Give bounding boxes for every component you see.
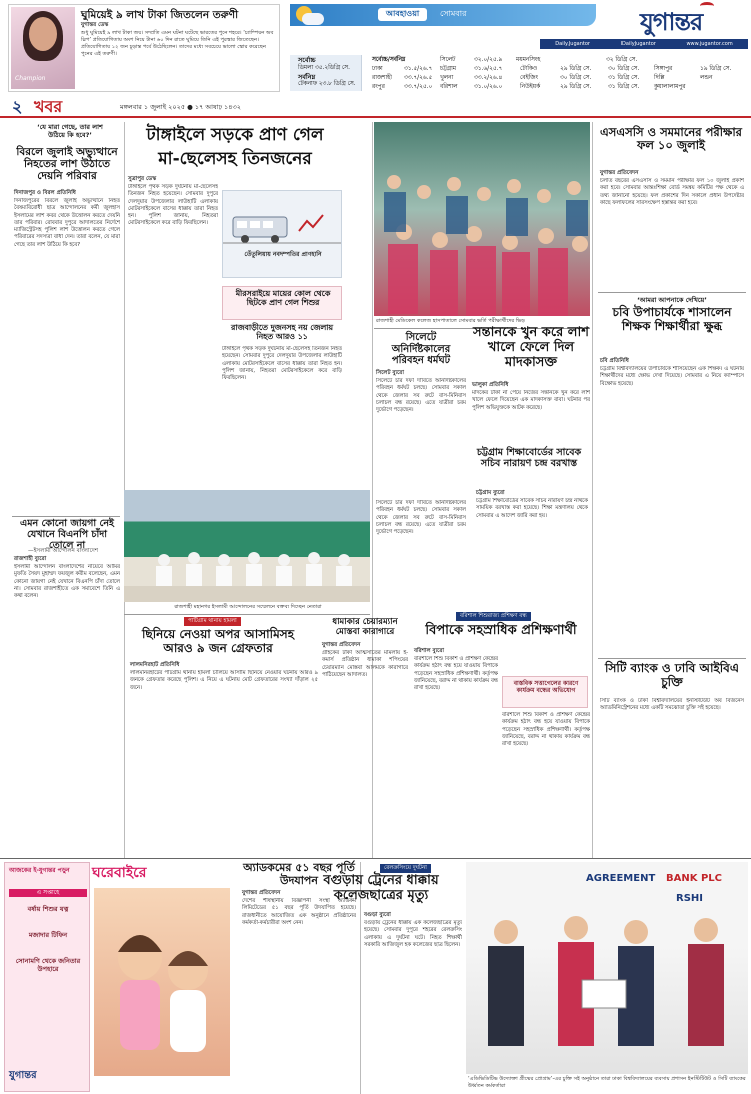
page-date: মঙ্গলবার ১ জুলাই ২০২৫ ● ১৭ আষাঢ় ১৪৩২ xyxy=(120,103,241,111)
column-rule xyxy=(592,122,593,858)
pull-quote-box xyxy=(502,676,588,708)
banner-text: BANK PLC xyxy=(666,873,723,884)
city-temp: ৩২.০/২৫.৯ xyxy=(474,57,503,63)
adcom-body: দেশের শীর্ষস্থানীয় বিজ্ঞাপনী সংস্থা অ্যাডকম লিমিটেডের ৫১ বছর পূর্তি উদযাপিত হয়েছে। রাজধানীতে আয়োজিত এক অনুষ্ঠানে প্রতিষ্ঠানের কর্মকর্তা-কর্মচারীরা অংশ নেন। xyxy=(242,898,356,926)
patgram-headline[interactable]: ছিনিয়ে নেওয়া অপর আসামিসহ আরও ৯ জন গ্রেফতার xyxy=(141,627,294,655)
ghorebaire-inside: এ সপ্তাহে xyxy=(9,889,87,897)
barishal-headline[interactable]: বিপাকে সহস্রাধিক প্রশিক্ষণার্থী xyxy=(425,623,577,638)
facebook-handle[interactable]: Daily.Jugantor xyxy=(555,40,590,47)
ssc-byline: যুগান্তর প্রতিবেদন xyxy=(600,170,639,176)
left-body-2: ইসলামী আন্দোলন বাংলাদেশের নায়েবে আমির মুফতি সৈয়দ মুহাম্মদ ফয়জুল করীম বলেছেন, এমন কোনো জায়গা নেই যেখানে বিএনপি চাঁদা তোলে না। সোমবার রাজশাহীতে এক সমাবেশে তিনি এ কথা বলেন। xyxy=(14,564,120,600)
divider xyxy=(12,516,120,517)
conference-photo-caption: রাজশাহী মহানগর ইসলামী আন্দোলনের সম্মেলনে বক্তব্য দিচ্ছেন নেতারা xyxy=(174,604,322,610)
left-byline: দিনাজপুর ও বিরল প্রতিনিধি xyxy=(14,190,76,196)
promo-byline: যুগান্তর ডেস্ক xyxy=(81,22,109,28)
left-body: দিনাজপুরের বিরলে জুলাই অভ্যুত্থানে নিহত বৈষম্যবিরোধী ছাত্র আন্দোলনের কর্মী জুলহাস ইসলামের লাশ কবর থেকে উত্তোলন করতে দেয়নি তার পরিবার। রোববার দুপুরে আদালতের নির্দেশে ম্যাজিস্ট্রেটসহ পুলিশ লাশ উত্তোলন করতে গেলে পরিবারের সদস্যরা বাধা দেন। তারা বলেন, যে মারা গেছে তার লাশ উঠিয়ে কি হবে? xyxy=(14,198,120,248)
twitter-handle[interactable]: IDailyJugantor xyxy=(620,40,656,47)
murder-headline[interactable]: সন্তানকে খুন করে লাশ খালে ফেলে দিল মাদকাসক্ত xyxy=(473,325,589,370)
ctg-body: চট্টগ্রাম শিক্ষাবোর্ডের সাবেক সচিব নারায়ণ চন্দ্র নাথকে সাময়িক বরখাস্ত করা হয়েছে। শিক্ষা মন্ত্রণালয় থেকে সোমবার এ আদেশ জারি করা হয়। xyxy=(476,498,588,519)
left-byline-2: রাজশাহী ব্যুরো xyxy=(14,556,47,562)
intl-city: নিউইয়র্ক xyxy=(520,84,541,90)
graphic-caption-2: তেঁতুলিয়ায় নবদম্পতির প্রাণহানি xyxy=(244,251,322,258)
barishal-byline: বরিশাল ব্যুরো xyxy=(414,648,445,654)
promo-headline: ঘুমিয়েই ৯ লাখ টাকা জিতলেন তরুণী xyxy=(81,9,239,21)
lead-headline-line1[interactable]: টাঙ্গাইলে সড়কে প্রাণ গেল xyxy=(146,125,324,145)
city-name: সিলেট xyxy=(440,57,456,63)
accident-graphic xyxy=(222,190,342,278)
patgram-kicker: পাটিগ্রাম থানায় হামলা xyxy=(184,617,241,626)
vc-headline[interactable]: চবি উপাচার্যকে শাসালেন শিক্ষক শিক্ষার্থীরা ক্ষুব্ধ xyxy=(612,305,732,333)
weather-col-header: সর্বোচ্চ/সর্বনিম্ন xyxy=(372,57,406,63)
lead-headline-line2[interactable]: মা-ছেলেসহ তিনজনের xyxy=(158,149,312,169)
barishal-kicker: বরিশাল শিশুরাজ্য প্রশিক্ষণ বন্ধ xyxy=(456,612,531,621)
conference-photo xyxy=(124,490,370,602)
train-headline[interactable]: বগুড়ায় ট্রেনের ধাক্কায় কলেজছাত্রের মৃত্যু xyxy=(323,873,439,903)
ghorebaire-title[interactable]: ঘরেবাইরে xyxy=(92,865,147,881)
ctg-byline: চট্টগ্রাম ব্যুরো xyxy=(476,490,505,496)
city-temp: ৩১.৫/২৬.৭ xyxy=(404,66,433,72)
patgram-body: লালমনিরহাটের পাটগ্রাম থানায় হামলা চালিয়ে আসামি ছিনিয়ে নেওয়ার ঘটনায় আরও ৯ জনকে গ্রেফতার করেছে পুলিশ। এ নিয়ে এ ঘটনায় মোট গ্রেফতারের সংখ্যা দাঁড়াল ২৫ জনে। xyxy=(130,670,318,691)
banner-text: AGREEMENT xyxy=(586,873,656,884)
sylhet-headline[interactable]: সিলেটে অনির্দিষ্টকালের পরিবহন ধর্মঘট xyxy=(391,332,451,366)
train-byline: বগুড়া ব্যুরো xyxy=(364,912,391,918)
graphic-caption-3[interactable]: রাজবাড়ীতে দুজনসহ নয় জেলায় নিহত আরও ১১ xyxy=(230,323,334,341)
website-link[interactable]: www.jugantor.com xyxy=(686,40,733,47)
city-temp: ৩৩.৭/২৬.৫ xyxy=(404,75,433,81)
ghorebaire-item: বর্ষায় শিশুর যত্ন xyxy=(27,905,69,913)
ghorebaire-tag: আজকের ই-যুগান্তর পড়ুন xyxy=(9,867,70,874)
barishal-body: বরিশালে শিশু বিকাশ ও প্রশিক্ষণ কেন্দ্রের কার্যক্রম হঠাৎ বন্ধ হয়ে যাওয়ায় বিপাকে পড়েছেন সহস্রাধিক প্রশিক্ষণার্থী। কর্তৃপক্ষ জানিয়েছে, বরাদ্দ না থাকায় কার্যক্রম বন্ধ রাখা হয়েছে। xyxy=(414,656,498,692)
city-name: রংপুর xyxy=(372,84,385,90)
sun-cloud-icon xyxy=(296,6,322,26)
lead-byline: সুত্রাপুর ডেস্ক xyxy=(128,176,157,182)
lead-body-col1: টাঙ্গাইলে পৃথক সড়ক দুর্ঘটনায় মা-ছেলেসহ তিনজন নিহত হয়েছেন। সোমবার দুপুরে দেলদুয়ার উপজেলার লাউহাটি এলাকায় মোটরসাইকেলে বাসের ধাক্কায় তারা নিহত হন। পুলিশ জানায়, নিহতরা মোটরসাইকেলে করে বাড়ি ফিরছিলেন। xyxy=(128,184,218,227)
city-bank-body: সিটি ব্যাংক ও ঢাকা বিশ্ববিদ্যালয়ের ইনস্টিটিউট অব বিজনেস অ্যাডমিনিস্ট্রেশনের মধ্যে একটি সমঝোতা চুক্তি সই হয়েছে। xyxy=(600,698,744,712)
intl-city: সিঙ্গাপুর xyxy=(654,66,673,72)
crowd-silhouettes xyxy=(374,122,590,316)
ctg-headline[interactable]: চট্টগ্রাম শিক্ষাবোর্ডের সাবেক সচিব নারায়ণ চন্দ্র বরখাস্ত xyxy=(476,447,582,469)
train-kicker: রেলক্রসিংয়ে দুর্ঘটনা xyxy=(380,864,431,873)
weather-day: সোমবার xyxy=(440,9,467,18)
sylhet-body: সিলেটে চার দফা দাবিতে অনির্দিষ্টকালের পরিবহন ধর্মঘট চলছে। সোমবার সকাল থেকে জেলার সব রুটে বাস-মিনিবাস চলাচল বন্ধ রয়েছে। এতে যাত্রীরা চরম দুর্ভোগে পড়েছেন। xyxy=(376,378,466,414)
intl-city: দিল্লি xyxy=(654,75,665,81)
intl-city: বেইজিং xyxy=(520,75,538,81)
divider xyxy=(124,614,370,615)
dhamaka-body: গ্রাহকের টাকা আত্মসাতের মামলায় ই-কমার্স প্রতিষ্ঠান ধামাকা শপিংয়ের চেয়ারম্যান মোস্তবা আলমকে কারাগারে পাঠিয়েছেন আদালত। xyxy=(322,650,408,678)
max-value: ডিমলা ৩৫.২ডিগ্রি সে. xyxy=(298,64,350,71)
city-temp: ৩১.০/২৬.০ xyxy=(474,84,503,90)
page-section-name: খবর xyxy=(34,97,63,116)
exam-crowd-photo xyxy=(374,122,590,316)
min-label: সর্বনিম্ন xyxy=(298,72,316,81)
vc-byline: চবি প্রতিনিধি xyxy=(600,358,629,364)
intl-temp: ৩০ ডিগ্রি সে. xyxy=(560,75,592,81)
min-value: টেকনাফ ২৩.৮ ডিগ্রি সে. xyxy=(298,81,356,88)
city-bank-headline[interactable]: সিটি ব্যাংক ও ঢাবি আইবিএ চুক্তি xyxy=(605,661,739,689)
promo-story[interactable] xyxy=(8,4,280,92)
ghorebaire-item: মজাদার টিফিন xyxy=(28,931,68,939)
city-temp: ৩৩.৭/২৫.০ xyxy=(404,84,433,90)
city-name: চট্টগ্রাম xyxy=(440,66,457,72)
max-label: সর্বোচ্চ xyxy=(298,56,316,64)
ghorebaire-item: সোনামণি থেকে জনিতার উপহারে xyxy=(15,957,81,974)
city-name: রাজশাহী xyxy=(372,75,392,81)
left-quote: ‘যে মারা গেছে, তার লাশ উঠিয়ে কি হবে?’ xyxy=(37,123,103,140)
patgram-byline: লালমনিরহাট প্রতিনিধি xyxy=(130,662,180,668)
graphic-caption-1[interactable]: মীরসরাইয়ে মায়ের কোল থেকে ছিটকে প্রাণ গেল শিশুর xyxy=(235,289,331,307)
city-name: বরিশাল xyxy=(440,84,458,90)
logo-arc-icon xyxy=(700,2,714,10)
lead-body-col2: টাঙ্গাইলে পৃথক সড়ক দুর্ঘটনায় মা-ছেলেসহ তিনজন নিহত হয়েছেন। সোমবার দুপুরে দেলদুয়ার উপজেলার লাউহাটি এলাকায় মোটরসাইকেলে বাসের ধাক্কায় তারা নিহত হন। পুলিশ জানায়, নিহতরা মোটরসাইকেলে করে বাড়ি ফিরছিলেন। xyxy=(222,346,342,382)
two-children-illustration xyxy=(94,888,230,1076)
intl-city: কুয়ালালামপুর xyxy=(654,84,686,90)
intl-city: লন্ডন xyxy=(700,75,713,81)
murder-byline: ভালুকা প্রতিনিধি xyxy=(472,382,509,388)
train-body: বগুড়ায় ট্রেনের ধাক্কায় এক কলেজছাত্রের মৃত্যু হয়েছে। সোমবার দুপুরে শহরের রেলক্রসিং এলাকায় এ দুর্ঘটনা ঘটে। নিহত শিক্ষার্থী সরকারি আজিজুল হক কলেজের ছাত্র ছিলেন। xyxy=(364,920,462,948)
intl-temp: ১৯ ডিগ্রি সে. xyxy=(700,66,732,72)
city-temp: ৩১.৬/২৫.৭ xyxy=(474,66,503,72)
divider xyxy=(598,658,746,659)
divider xyxy=(598,292,746,293)
page-number: ২ xyxy=(12,97,23,116)
side-note-box xyxy=(222,286,342,320)
ssc-body: চলতি বছরের এসএসসি ও সমমান পরীক্ষার ফল ১০ জুলাই প্রকাশ করা হবে। সোমবার আন্তঃশিক্ষা বোর্ড সমন্বয় কমিটির পক্ষ থেকে এ তথ্য জানানো হয়েছে। ফল প্রকাশের দিন সকালে প্রধান উপদেষ্টার কাছে ফলাফলের সারসংক্ষেপ হস্তান্তর করা হবে। xyxy=(600,178,744,206)
adcom-headline[interactable]: অ্যাডকমের ৫১ বছর পূর্তি উদযাপন xyxy=(243,861,355,887)
ssc-headline[interactable]: এসএসসি ও সমমানের পরীক্ষার ফল ১০ জুলাই xyxy=(600,125,742,153)
intl-temp: ৩১ ডিগ্রি সে. xyxy=(608,75,640,81)
signing-people-silhouettes xyxy=(466,862,748,1074)
bank-photo-caption: ‘এডিভিডিটিভ উদ্যোক্তা গ্রীষ্মের প্রোগ্রাম’-এর চুক্তি সই অনুষ্ঠানে তারা ঢাকা বিশ্ববিদ্যালয়ের ব্যবসায় প্রশাসন ইনস্টিটিউট ও সিটি ব্যাংকের উর্ধ্বতন কর্মকর্তারা xyxy=(468,1076,746,1089)
city-name: ময়মনসিংহ xyxy=(516,57,541,63)
sylhet-body-cont: সিলেটে চার দফা দাবিতে অনির্দিষ্টকালের পরিবহন ধর্মঘট চলছে। সোমবার সকাল থেকে জেলার সব রুটে বাস-মিনিবাস চলাচল বন্ধ রয়েছে। এতে যাত্রীরা চরম দুর্ভোগে পড়েছেন। xyxy=(376,500,466,536)
sylhet-byline: সিলেট ব্যুরো xyxy=(376,370,404,376)
intl-temp: ৩০ ডিগ্রি সে. xyxy=(608,66,640,72)
bus-crash-icon xyxy=(223,191,342,251)
ghorebaire-ad[interactable] xyxy=(4,862,90,1092)
section-divider xyxy=(0,858,751,859)
city-name: ঢাকা xyxy=(372,66,383,72)
weather-tag: আবহাওয়া xyxy=(378,8,427,21)
intl-temp: ২৯ ডিগ্রি সে. xyxy=(560,84,592,90)
dhamaka-headline[interactable]: ধামাকার চেয়ারম্যান মোস্তবা কারাগারে xyxy=(332,617,398,637)
dhamaka-byline: যুগান্তর প্রতিবেদন xyxy=(322,642,361,648)
left-headline-2[interactable]: এমন কোনো জায়গা নেই যেখানে বিএনপি চাঁদা তোলে না xyxy=(20,518,114,551)
vc-body: চট্টগ্রাম বিশ্ববিদ্যালয়ের উপাচার্যকে শাসিয়েছেন এক শিক্ষক। এ ঘটনায় শিক্ষার্থীদের মধ্যে ক্ষোভ দেখা দিয়েছে। সোমবার এ নিয়ে ক্যাম্পাসে বিক্ষোভ হয়েছে। xyxy=(600,366,744,387)
social-bar xyxy=(540,39,748,49)
weather-extremes xyxy=(290,55,362,91)
left-subhead-2: —ইসলামী আন্দোলন বাংলাদেশ xyxy=(28,548,99,554)
ghorebaire-brand: যুগান্তর xyxy=(9,1070,37,1081)
promo-body: শুধু ঘুমিয়েই ৯ লাখ টাকা জয়। সম্প্রতি এমন ঘটনা ঘটেছে ভারতের পুনে শহরে। ‘চ্যাম্পিয়ন অব স্লিপ’ প্রতিযোগিতায় অংশ নিয়ে টানা ৬০ দিন রাতে ঘুমিয়ে তিনি এই পুরস্কার জিতেছেন। প্রতিযোগিতায় ১২ জন চূড়ান্ত পর্বে উঠেছিলেন। তাদের মধ্যে সবচেয়ে ভালো স্কোর করেছেন পুনের এই তরুণী। xyxy=(81,30,274,58)
intl-city: টোকিও xyxy=(520,66,538,72)
banner-text: RSHI xyxy=(676,893,703,904)
barishal-body-cont: বরিশালে শিশু বিকাশ ও প্রশিক্ষণ কেন্দ্রের কার্যক্রম হঠাৎ বন্ধ হয়ে যাওয়ায় বিপাকে পড়েছেন সহস্রাধিক প্রশিক্ষণার্থী। কর্তৃপক্ষ জানিয়েছে, বরাদ্দ না থাকায় কার্যক্রম বন্ধ রাখা হয়েছে। xyxy=(502,712,590,748)
intl-temp: ২৯ ডিগ্রি সে. xyxy=(560,66,592,72)
left-headline[interactable]: বিরলে জুলাই অভ্যুত্থানে নিহতের লাশ উঠাতে দেয়নি পরিবার xyxy=(16,146,118,183)
city-temp: ৩৩.২/২৬.৪ xyxy=(474,75,503,81)
people-silhouettes xyxy=(124,490,370,602)
newspaper-logo[interactable]: যুগান্তর xyxy=(640,7,703,36)
promo-photo-caption: Champion xyxy=(15,75,46,83)
barishal-pull-quote: বাস্তবিক সত্তাগেলের কারণে কার্যক্রম বন্ধের অভিযোগ xyxy=(513,680,579,694)
city-name: খুলনা xyxy=(440,75,454,81)
bank-agreement-photo xyxy=(466,862,748,1074)
vc-quote: ‘আমরা আপনাকে দেখিয়ে’ xyxy=(637,296,707,304)
intl-temp: ৩২ ডিগ্রি সে. xyxy=(606,57,638,63)
adcom-byline: যুগান্তর প্রতিবেদন xyxy=(242,890,281,896)
children-photo xyxy=(94,888,230,1076)
page-masthead xyxy=(0,96,751,118)
promo-photo xyxy=(11,7,75,89)
murder-body: মাদকের টাকা না পেয়ে নিজের সন্তানকে খুন করে লাশ খালে ফেলে দিয়েছেন এক মাদকাসক্ত বাবা। ঘটনার পর পুলিশ অভিযুক্তকে আটক করেছে। xyxy=(472,390,590,411)
exam-photo-caption: রাজশাহী মেডিকেল কলেজ হাসপাতালে সোমবার ভর্তি পরীক্ষার্থীদের ভিড় xyxy=(376,318,525,324)
intl-temp: ৩১ ডিগ্রি সে. xyxy=(608,84,640,90)
